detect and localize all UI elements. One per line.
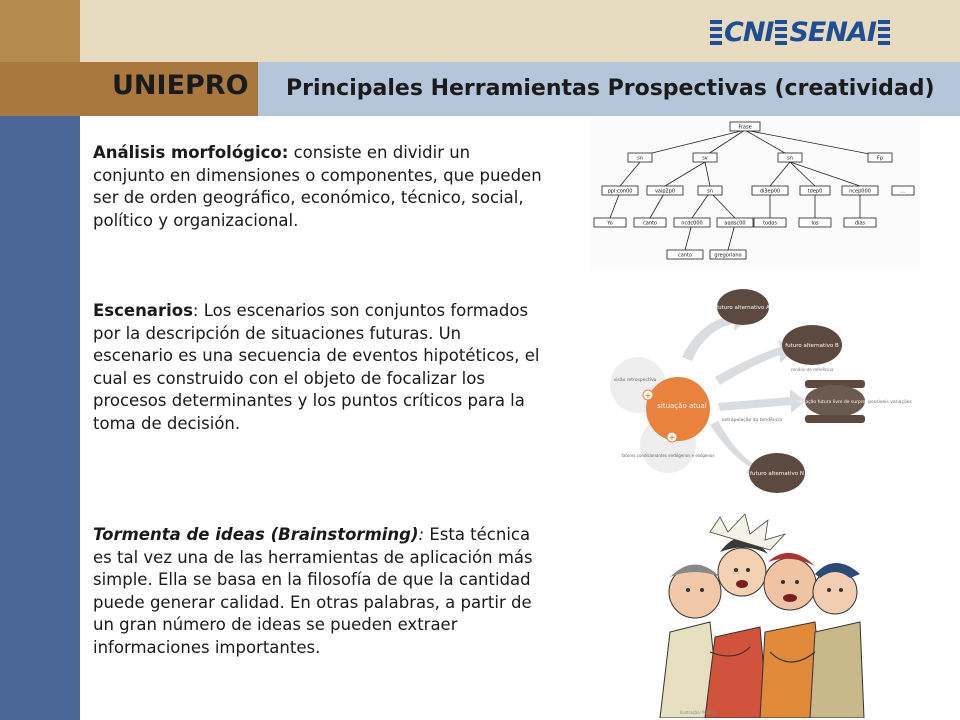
tree-leaf: todos xyxy=(763,220,777,227)
tree-leaf: días xyxy=(854,220,866,227)
section-text: consiste en dividir un conjunto en dimensiones o componentes, que pueden ser de orden geográfico, económico, técnico, social, político y organizacional. xyxy=(93,143,542,230)
logo-cni: CNI xyxy=(724,16,774,48)
brand-name: UNIEPRO xyxy=(112,70,249,101)
arrow-icon xyxy=(718,389,806,413)
tree-node: sn xyxy=(707,188,713,195)
tree-root: Frase xyxy=(738,124,752,131)
cartoon-signature: Ilustração: Mattei xyxy=(680,710,715,715)
section-lead: Escenarios xyxy=(93,301,193,320)
tree-node: ... xyxy=(900,188,906,195)
section-lead: Análisis morfológico: xyxy=(93,143,289,162)
tree-leaf: gregoriano xyxy=(714,252,742,259)
header-corner-block xyxy=(0,0,80,62)
logo-senai: SENAI xyxy=(789,16,876,48)
tree-leaf: canto xyxy=(677,252,693,259)
scenario-diagram xyxy=(590,285,920,500)
tree-node: vaip2p0 xyxy=(654,188,676,195)
page-title: Principales Herramientas Prospectivas (creatividad) xyxy=(286,76,935,101)
logo-stripes-icon xyxy=(710,20,722,45)
section-morphological-analysis xyxy=(93,142,545,232)
section-lead: Tormenta de ideas (Brainstorming) xyxy=(93,525,419,544)
tree-node: ppl:con00 xyxy=(607,188,633,195)
section-brainstorming xyxy=(93,524,545,659)
cni-senai-logo xyxy=(708,14,892,50)
future-label: futuro alternativo B xyxy=(785,343,839,349)
section-scenarios xyxy=(93,300,545,435)
future-label: futuro alternativo N xyxy=(750,471,804,477)
morphological-tree-diagram xyxy=(590,118,920,268)
future-label: situação futura livre de surpresas xyxy=(797,400,873,405)
plus-icon: + xyxy=(668,433,676,442)
tree-leaf: los xyxy=(811,220,819,227)
tree-node: tdep0 xyxy=(807,188,823,195)
logo-stripes-icon xyxy=(878,20,890,45)
retrospective-label: visão retrospectiva xyxy=(613,378,657,383)
tree-leaf: Yo xyxy=(607,220,613,227)
section-text: Esta técnica es tal vez una de las herramientas de aplicación más simple. Ella se basa en la filosofía de que la cantidad puede generar calidad. En otras palabras, a partir de un gran número de ideas se pueden extraer informaciones importantes. xyxy=(93,525,533,657)
logo-stripes-icon xyxy=(775,20,787,45)
tree-leaf: aqdsc00 xyxy=(724,220,746,227)
center-label: situação atual xyxy=(657,402,707,410)
extrapolation-label: extrapolação da tendência xyxy=(721,418,783,423)
left-sidebar-bar xyxy=(0,116,80,720)
factors-label: fatores condicionantes endógenos e exógenos xyxy=(621,453,715,458)
tree-leaf: canto xyxy=(642,220,658,227)
brainstorming-cartoon xyxy=(650,512,868,718)
tree-node: sn xyxy=(637,155,643,162)
tree-node: di3ep00 xyxy=(759,188,781,195)
tree-node: Fp xyxy=(876,155,884,162)
section-text: : Los escenarios son conjuntos formados por la descripción de situaciones futuras. Un escenario es una secuencia de eventos hipotéticos, el cual es construido con el objeto de focalizar los procesos determinantes y los puntos críticos para la toma de decisión. xyxy=(93,301,540,433)
tree-node: ncep000 xyxy=(849,188,871,195)
tree-node: sv xyxy=(702,155,708,162)
tree-node: sn xyxy=(787,155,793,162)
plus-icon: + xyxy=(644,391,652,400)
reference-scenario-label: cenário de referência xyxy=(790,367,834,372)
future-label: futuro alternativo A xyxy=(716,305,770,311)
section-lead-suffix: : xyxy=(418,525,425,544)
tree-leaf: ncdc000 xyxy=(681,220,703,227)
variations-label: possíveis variações xyxy=(868,400,912,405)
